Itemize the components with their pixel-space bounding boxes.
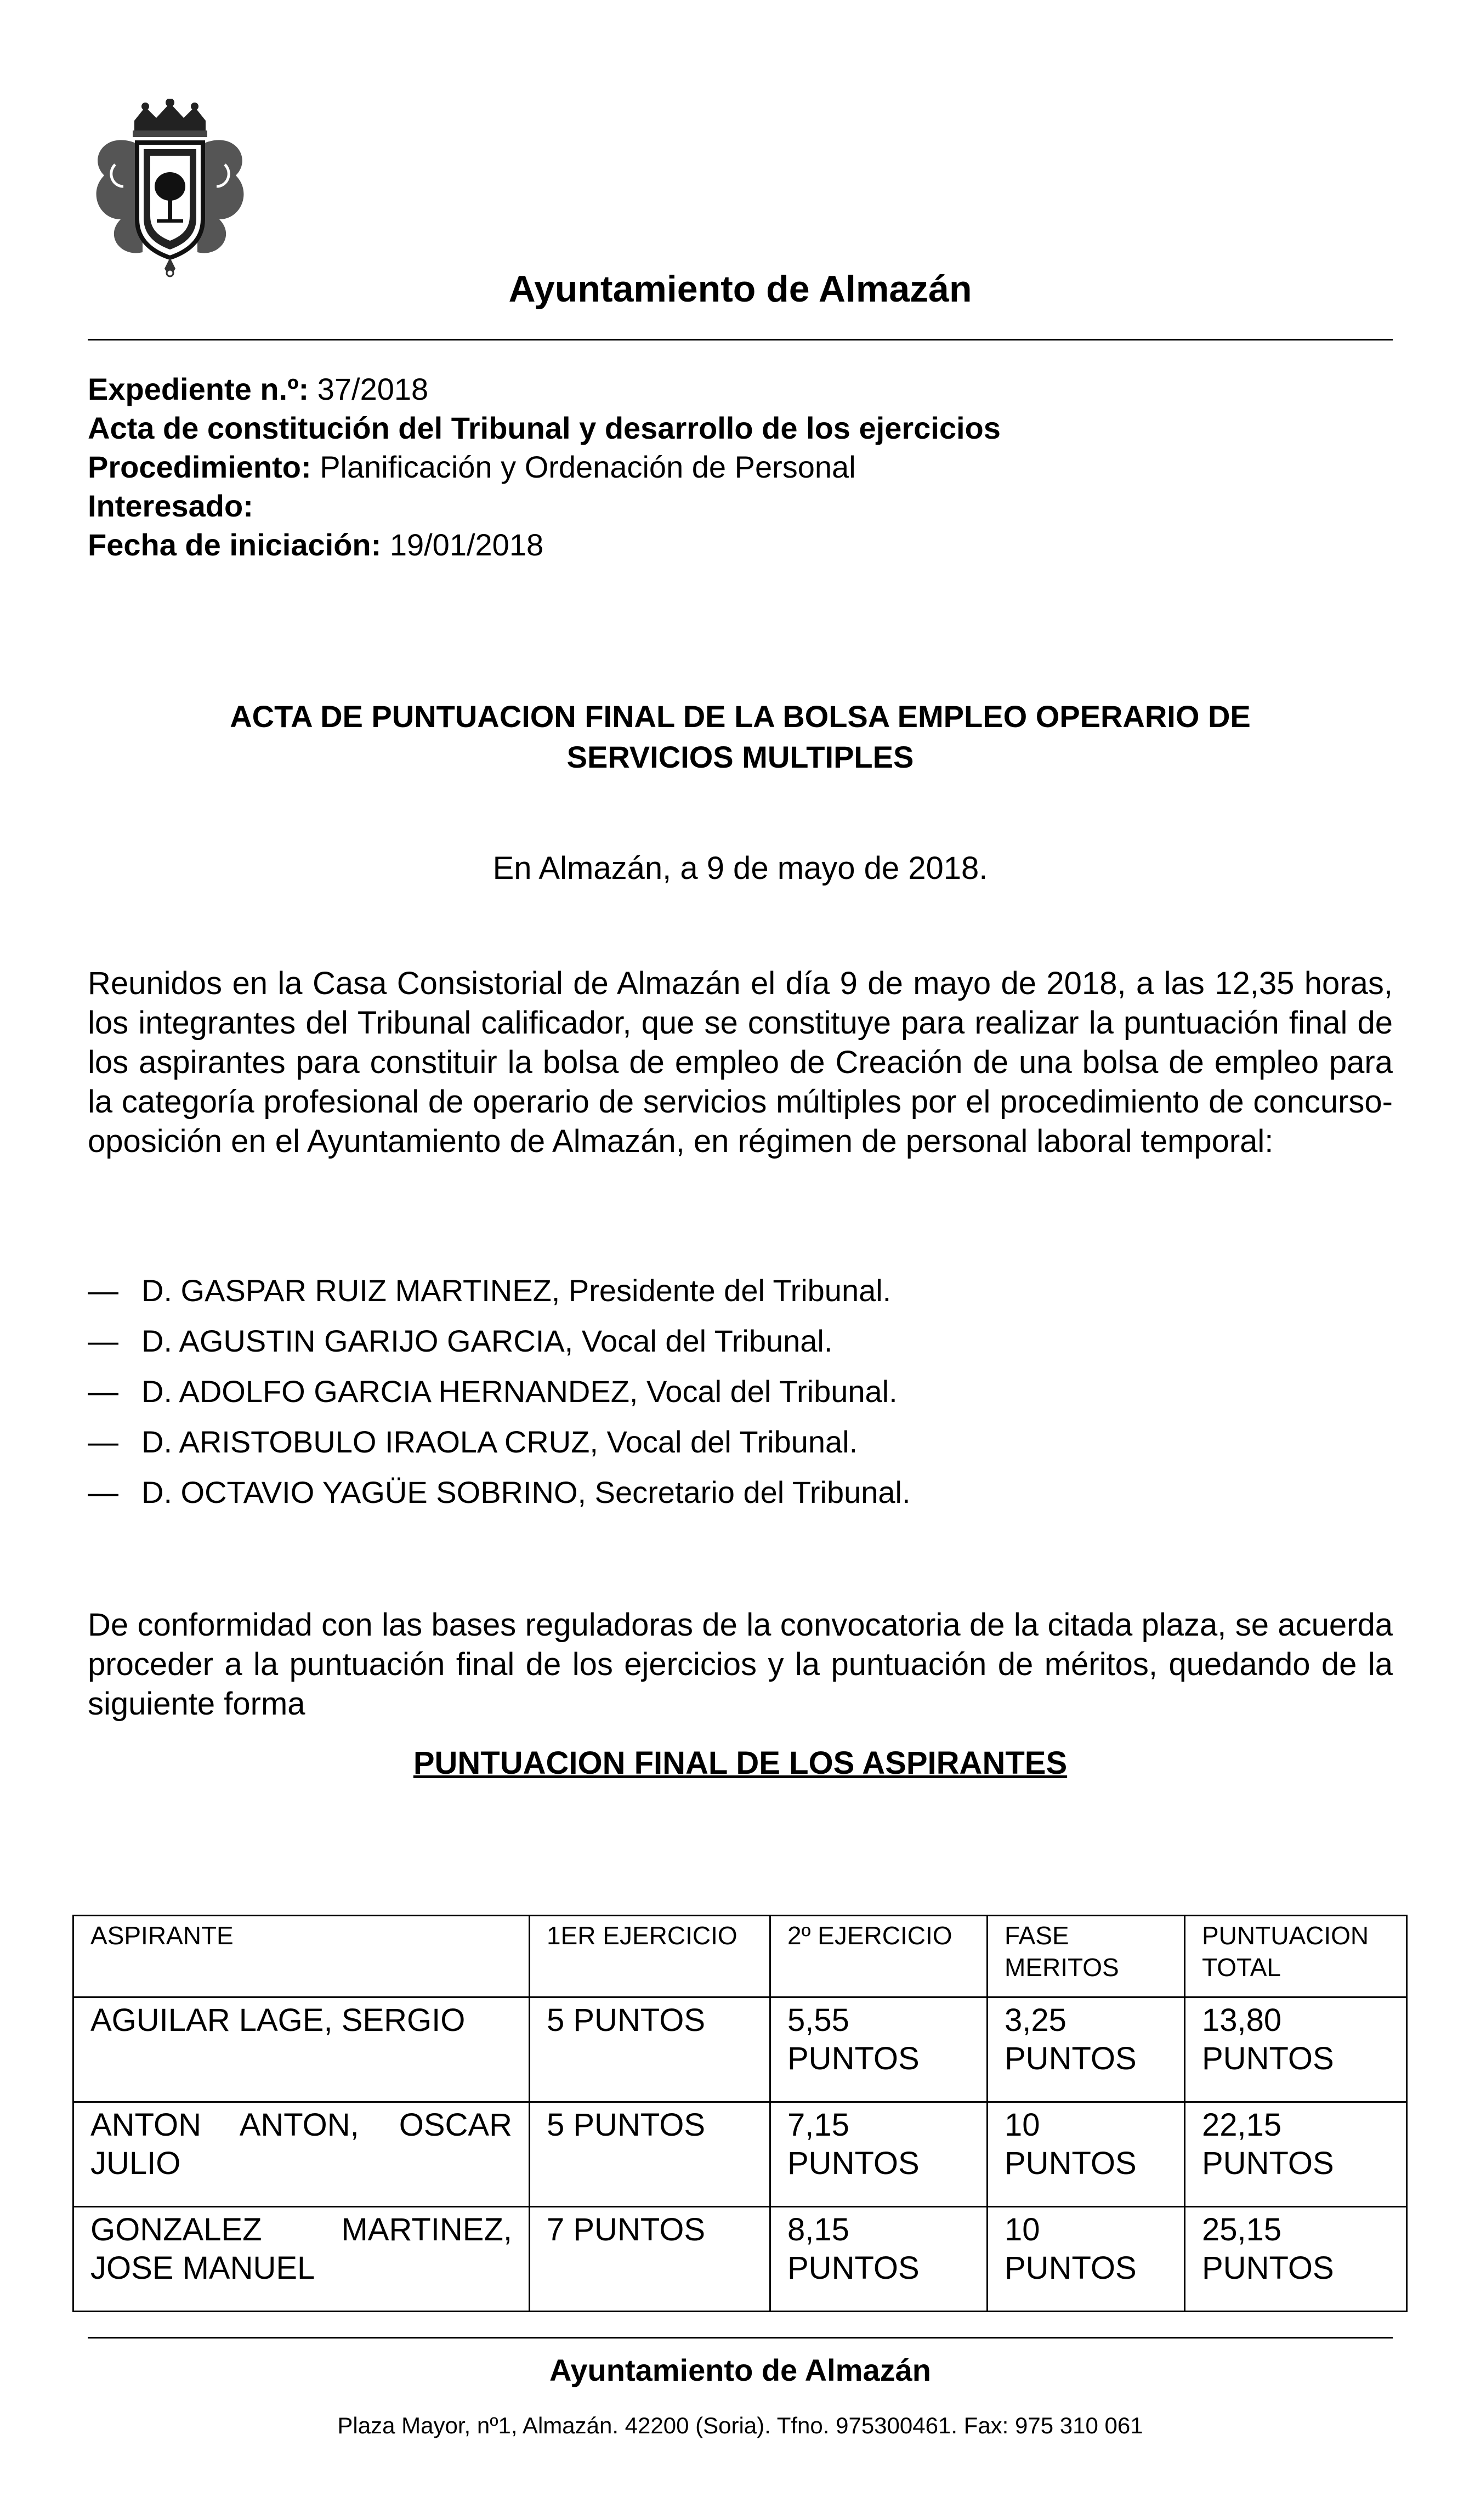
scores-title: PUNTUACION FINAL DE LOS ASPIRANTES: [413, 1745, 1068, 1781]
table-cell: GONZALEZ MARTINEZ, JOSE MANUEL: [73, 2207, 530, 2312]
organization-name: Ayuntamiento de Almazán: [508, 268, 972, 310]
footer-address: Plaza Mayor, nº1, Almazán. 42200 (Soria). Tfno. 975300461. Fax: 975 310 061: [337, 2413, 1143, 2438]
table-header-cell: 2º EJERCICIO: [770, 1916, 988, 1997]
table-cell: 3,25 PUNTOS: [988, 1997, 1185, 2102]
footer-divider: [88, 2337, 1393, 2339]
table-cell: 5 PUNTOS: [530, 1997, 770, 2102]
table-cell: 7,15 PUNTOS: [770, 2102, 988, 2207]
procedimiento-line: [88, 447, 1001, 486]
table-cell: 5,55 PUNTOS: [770, 1997, 988, 2102]
list-item: — D. ADOLFO GARCIA HERNANDEZ, Vocal del Tribunal.: [88, 1374, 898, 1409]
table-cell: 10 PUNTOS: [988, 2102, 1185, 2207]
list-item: — D. GASPAR RUIZ MARTINEZ, Presidente del Tribunal.: [88, 1273, 892, 1308]
table-header-row: [73, 1916, 1407, 1997]
table-header-cell: FASE MERITOS: [988, 1916, 1185, 1997]
list-item: — D. ARISTOBULO IRAOLA CRUZ, Vocal del Tribunal.: [88, 1424, 858, 1459]
table-row: [73, 1997, 1407, 2102]
coat-of-arms-icon: [82, 99, 258, 280]
dateline: En Almazán, a 9 de mayo de 2018.: [492, 850, 988, 886]
table-cell: AGUILAR LAGE, SERGIO: [73, 1997, 530, 2102]
table-cell: 25,15 PUNTOS: [1185, 2207, 1407, 2312]
expediente-label: Expediente n.º:: [88, 372, 309, 406]
table-cell: 13,80 PUNTOS: [1185, 1997, 1407, 2102]
table-cell: 8,15 PUNTOS: [770, 2207, 988, 2312]
acta-line: Acta de constitución del Tribunal y desarrollo de los ejercicios: [88, 411, 1001, 445]
table-row: [73, 2207, 1407, 2312]
list-item: — D. OCTAVIO YAGÜE SOBRINO, Secretario del Tribunal.: [88, 1475, 911, 1509]
document-title: ACTA DE PUNTUACION FINAL DE LA BOLSA EMPLEO OPERARIO DE SERVICIOS MULTIPLES: [230, 699, 1251, 774]
tribunal-members-list: [88, 1271, 911, 1523]
expediente-line: [88, 370, 1001, 408]
fecha-line: [88, 525, 1001, 564]
procedimiento-value: Planificación y Ordenación de Personal: [320, 450, 856, 484]
table-cell: 7 PUNTOS: [530, 2207, 770, 2312]
fecha-label: Fecha de iniciación:: [88, 527, 382, 562]
intro-paragraph: Reunidos en la Casa Consistorial de Almazán el día 9 de mayo de 2018, a las 12,35 horas, los integrantes del Tribunal calificador, que se constituye para realizar la puntuación final de los aspirantes para constituir la bolsa de empleo de Creación de una bolsa de empleo para la categoría profesional de operario de servicios múltiples por el procedimiento de concurso-oposición en el Ayuntamiento de Almazán, en régimen de personal laboral temporal:: [88, 966, 1393, 1159]
organization-title: [88, 268, 1393, 310]
conformity-paragraph: De conformidad con las bases reguladoras de la convocatoria de la citada plaza, se acuerda proceder a la puntuación final de los ejercicios y la puntuación de méritos, quedando de la siguiente forma: [88, 1607, 1393, 1722]
scores-table: [72, 1915, 1408, 2312]
fecha-value: 19/01/2018: [389, 527, 544, 562]
table-header-cell: PUNTUACION TOTAL: [1185, 1916, 1407, 1997]
expediente-value: 37/2018: [317, 372, 429, 406]
list-item: — D. AGUSTIN GARIJO GARCIA, Vocal del Tribunal.: [88, 1324, 833, 1358]
interesado-label: Interesado:: [88, 489, 253, 523]
table-cell: 5 PUNTOS: [530, 2102, 770, 2207]
file-metadata: [88, 370, 1001, 564]
table-row: [73, 2102, 1407, 2207]
interesado-line: [88, 486, 1001, 525]
table-cell: 22,15 PUNTOS: [1185, 2102, 1407, 2207]
table-cell: ANTON ANTON, OSCAR JULIO: [73, 2102, 530, 2207]
procedimiento-label: Procedimiento:: [88, 450, 311, 484]
table-cell: 10 PUNTOS: [988, 2207, 1185, 2312]
footer-organization-name: Ayuntamiento de Almazán: [549, 2353, 931, 2387]
table-header-cell: 1ER EJERCICIO: [530, 1916, 770, 1997]
table-header-cell: ASPIRANTE: [73, 1916, 530, 1997]
header-divider: [88, 339, 1393, 340]
